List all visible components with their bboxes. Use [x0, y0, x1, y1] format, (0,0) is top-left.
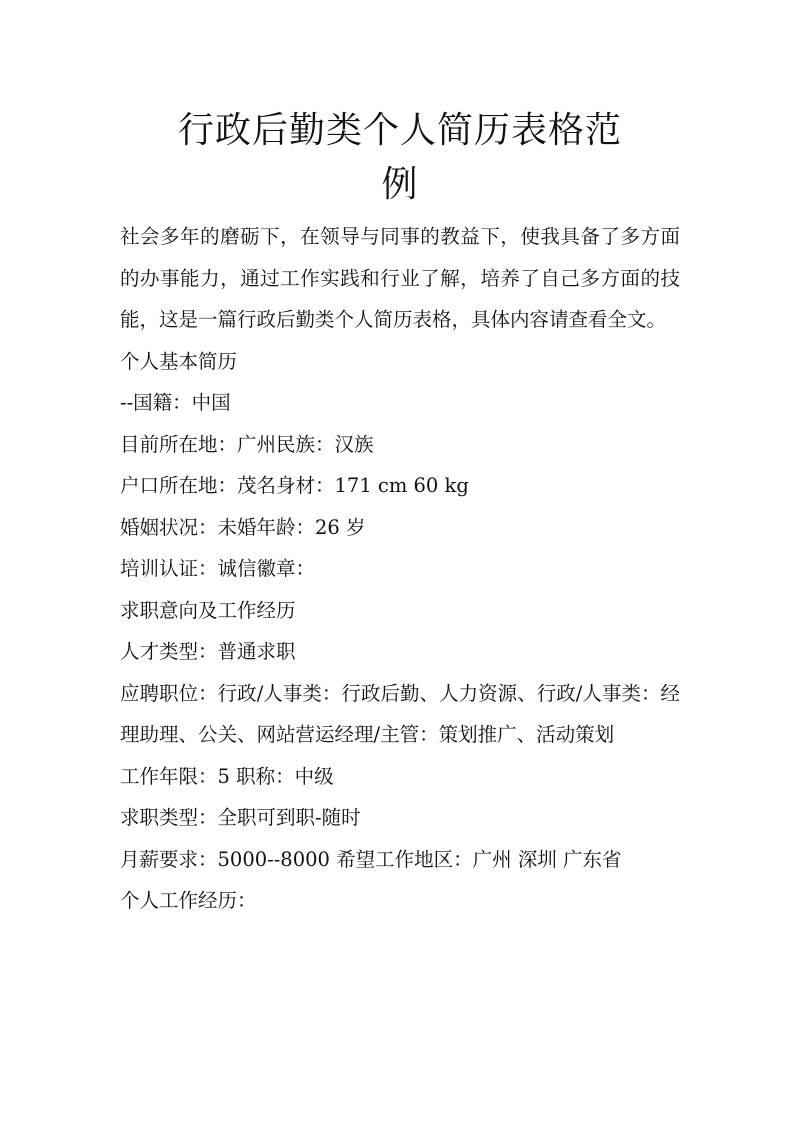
talent-type-line: 人才类型：普通求职 [120, 640, 296, 663]
document-body [120, 216, 680, 922]
title-line-2: 例 [381, 164, 419, 205]
certification-line: 培训认证：诚信徽章： [120, 557, 316, 580]
applied-position-paragraph: 应聘职位：行政/人事类：行政后勤、人力资源、行政/人事类：经理助理、公关、网站营运经理/主管：策划推广、活动策划 [120, 681, 680, 746]
marital-age-line: 婚姻状况：未婚年龄：26 岁 [120, 515, 366, 539]
salary-region-line: 月薪要求：5000--8000 希望工作地区：广州 深圳 广东省 [120, 847, 622, 871]
title-line-1: 行政后勤类个人简历表格范 [177, 110, 622, 151]
hukou-body-line: 户口所在地：茂名身材：171 cm 60 kg [120, 474, 469, 497]
work-history-heading: 个人工作经历： [120, 889, 257, 912]
location-ethnicity-line: 目前所在地：广州民族：汉族 [120, 432, 374, 456]
document-title [120, 104, 680, 212]
section-heading-job-intent: 求职意向及工作经历 [120, 598, 296, 622]
nationality-line: --国籍：中国 [120, 391, 231, 414]
job-type-line: 求职类型：全职可到职-随时 [120, 806, 361, 829]
intro-paragraph: 社会多年的磨砺下，在领导与同事的教益下，使我具备了多方面的办事能力，通过工作实践和行业了解，培养了自己多方面的技能，这是一篇行政后勤类个人简历表格，具体内容请查看全文。 [120, 225, 680, 331]
work-years-title-line: 工作年限：5 职称：中级 [120, 764, 334, 788]
section-heading-basic-info: 个人基本简历 [120, 349, 238, 373]
